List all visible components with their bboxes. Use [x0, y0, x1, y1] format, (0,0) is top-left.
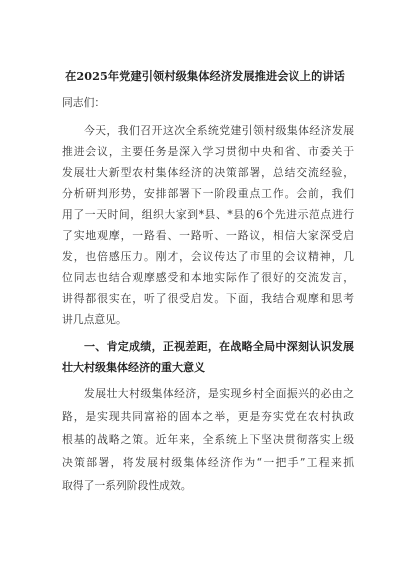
paragraph-line: 今天，我们召开这次全系统党建引领村级集体经济发展 [84, 124, 354, 137]
paragraph-line: 发，也倍感压力。刚才，会议传达了市里的会议精神，几 [62, 250, 354, 263]
paragraph-line: 了实地观摩，一路看、一路听、一路议，相信大家深受启 [62, 229, 354, 242]
section-heading-line: 一、肯定成绩，正视差距，在战略全局中深刻认识发展 [84, 340, 354, 353]
paragraph-line: 取得了一系列阶段性成效。 [62, 479, 192, 492]
section-heading-line: 壮大村级集体经济的重大意义 [62, 361, 205, 374]
paragraph-line: 用了一天时间，组织大家到*县、*县的6个先进示范点进行 [62, 208, 354, 221]
paragraph-line: 发展壮大新型农村集体经济的决策部署，总结交流经验， [62, 166, 354, 179]
paragraph-line: 讲得都很实在，听了很受启发。下面，我结合观摩和思考 [62, 292, 354, 305]
paragraph-line: 路，是实现共同富裕的固本之举，更是夯实党在农村执政 [62, 410, 354, 423]
paragraph-line: 根基的战略之策。近年来，全系统上下坚决贯彻落实上级 [62, 433, 354, 446]
paragraph-line: 决策部署，将发展村级集体经济作为“一把手”工程来抓 [62, 456, 354, 469]
paragraph-line: 位同志也结合观摩感受和本地实际作了很好的交流发言， [62, 271, 354, 284]
salutation: 同志们： [62, 96, 106, 109]
paragraph-line: 分析研判形势，安排部署下一阶段重点工作。会前，我们 [62, 187, 354, 200]
paragraph-line: 发展壮大村级集体经济，是实现乡村全面振兴的必由之 [84, 387, 354, 400]
paragraph-line: 推进会议，主要任务是深入学习贯彻中央和省、市委关于 [62, 145, 354, 158]
document-title: 在2025年党建引领村级集体经济发展推进会议上的讲话 [65, 69, 345, 83]
paragraph-line: 讲几点意见。 [62, 313, 127, 326]
